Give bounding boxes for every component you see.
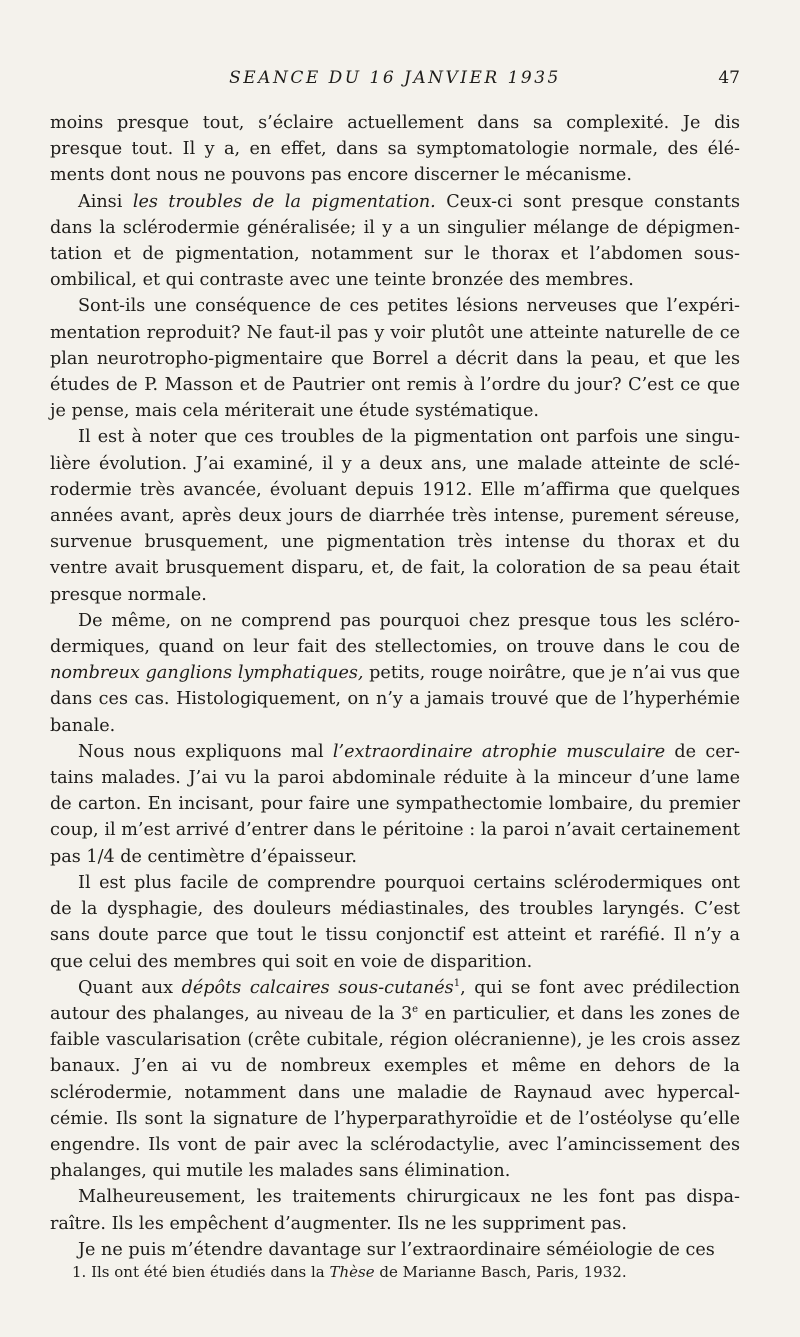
text-run: Nous nous expliquons mal: [78, 741, 333, 762]
text-run: petits, rouge noirâtre, que je n’ai vus que dans ces cas. Histologiquement, on n’y a jamais trouvé que de l’hyperhémie banale.: [50, 663, 740, 736]
text-run: Sont-ils une conséquence de ces petites lésions nerveuses que l’expérimentation reproduit? Ne faut-il pas y voir plutôt une atteinte naturelle de ce plan neurotropho-pigmentaire que Borrel a décrit dans la peau, et que les études de P. Masson et de Pautrier ont remis à l’ordre du jour? C’est ce que je pense, mais cela mériterait une étude systématique.: [50, 296, 740, 422]
italic-phrase: Thèse: [329, 1263, 375, 1281]
italic-phrase: dépôts calcaires sous-cutanés: [181, 977, 454, 998]
text-run: 1. Ils ont été bien étudiés dans la: [72, 1263, 330, 1281]
paragraph: [50, 608, 740, 739]
text-run: De même, on ne comprend pas pourquoi chez presque tous les sclérodermiques, quand on leur fait des stellectomies, on trouve dans le cou de: [50, 610, 740, 658]
text-run: Malheureusement, les traitements chirurgicaux ne les font pas disparaître. Ils les empêchent d’augmenter. Ils ne les suppriment pas.: [50, 1187, 740, 1234]
text-run: de Marianne Basch, Paris, 1932.: [374, 1263, 627, 1281]
text-run: Il est à noter que ces troubles de la pigmentation ont parfois une singulière évolution. J’ai examiné, il y a deux ans, une malade atteinte de sclérodermie très avancée, évoluant depuis 1912. Elle m’affirma que quelques années avant, après deux jours de diarrhée très intense, purement séreuse, survenue brusquement, une pigmentation très intense du thorax et du ventre avait brusquement disparu, et, de fait, la coloration de sa peau était presque normale.: [50, 427, 740, 605]
body-text: [50, 110, 740, 1263]
text-run: , qui se font avec prédilection autour des phalanges, au niveau de la 3: [50, 977, 741, 1024]
paragraph: [50, 1184, 740, 1236]
italic-phrase: nombreux ganglions lymphatiques,: [50, 663, 364, 684]
paragraph: [50, 975, 740, 1185]
text-run: Il est plus facile de comprendre pourquoi certains sclérodermiques ont de la dysphagie, des douleurs médiastinales, des troubles laryngés. C’est sans doute parce que tout le tissu conjonctif est atteint et raréfié. Il n’y a que celui des membres qui soit en voie de disparition.: [50, 872, 740, 972]
footnote: [72, 1262, 732, 1282]
paragraph: [50, 293, 740, 424]
superscript: 1: [453, 977, 461, 989]
italic-phrase: l’extraordinaire atrophie musculaire: [332, 741, 666, 762]
text-run: moins presque tout, s’éclaire actuellement dans sa complexité. Je dis presque tout. Il y a, en effet, dans sa symptomatologie normale, des éléments dont nous ne pouvons pas encore discerner le mécanisme.: [50, 113, 740, 186]
text-run: Ceux-ci sont presque constants dans la sclérodermie généralisée; il y a un singulier mélange de dépigmentation et de pigmentation, notamment sur le thorax et l’abdomen sous-ombilical, et qui contraste avec une teinte bronzée des membres.: [50, 191, 740, 291]
page-number: 47: [718, 68, 740, 88]
text-run: de certains malades. J’ai vu la paroi abdominale réduite à la minceur d’une lame de carton. En incisant, pour faire une sympathectomie lombaire, du premier coup, il m’est arrivé d’entrer dans le péritoine : la paroi n’avait certainement pas 1/4 de centimètre d’épaisseur.: [50, 741, 740, 867]
running-title: SEANCE DU 16 JANVIER 1935: [229, 68, 561, 88]
text-run: Quant aux: [78, 977, 182, 998]
paragraph: [50, 424, 740, 607]
paragraph: [50, 1237, 740, 1263]
text-run: Je ne puis m’étendre davantage sur l’extraordinaire séméiologie de ces: [78, 1239, 715, 1260]
italic-phrase: les troubles de la pigmentation.: [132, 191, 436, 212]
paragraph: [50, 189, 740, 294]
paragraph: [50, 110, 740, 189]
page-header: [50, 68, 740, 94]
text-run: en particulier, et dans les zones de faible vascularisation (crête cubitale, région olécranienne), je les crois assez banaux. J’en ai vu de nombreux exemples et même en dehors de la sclérodermie, notamment dans une maladie de Raynaud avec hypercalcémie. Ils sont la signature de l’hyperparathyroïdie et de l’ostéolyse qu’elle engendre. Ils vont de pair avec la sclérodactylie, avec l’amincissement des phalanges, qui mutile les malades sans élimination.: [50, 1003, 740, 1182]
superscript: e: [412, 1004, 419, 1016]
text-run: Ainsi: [78, 191, 133, 212]
paragraph: [50, 739, 740, 870]
paragraph: [50, 870, 740, 975]
